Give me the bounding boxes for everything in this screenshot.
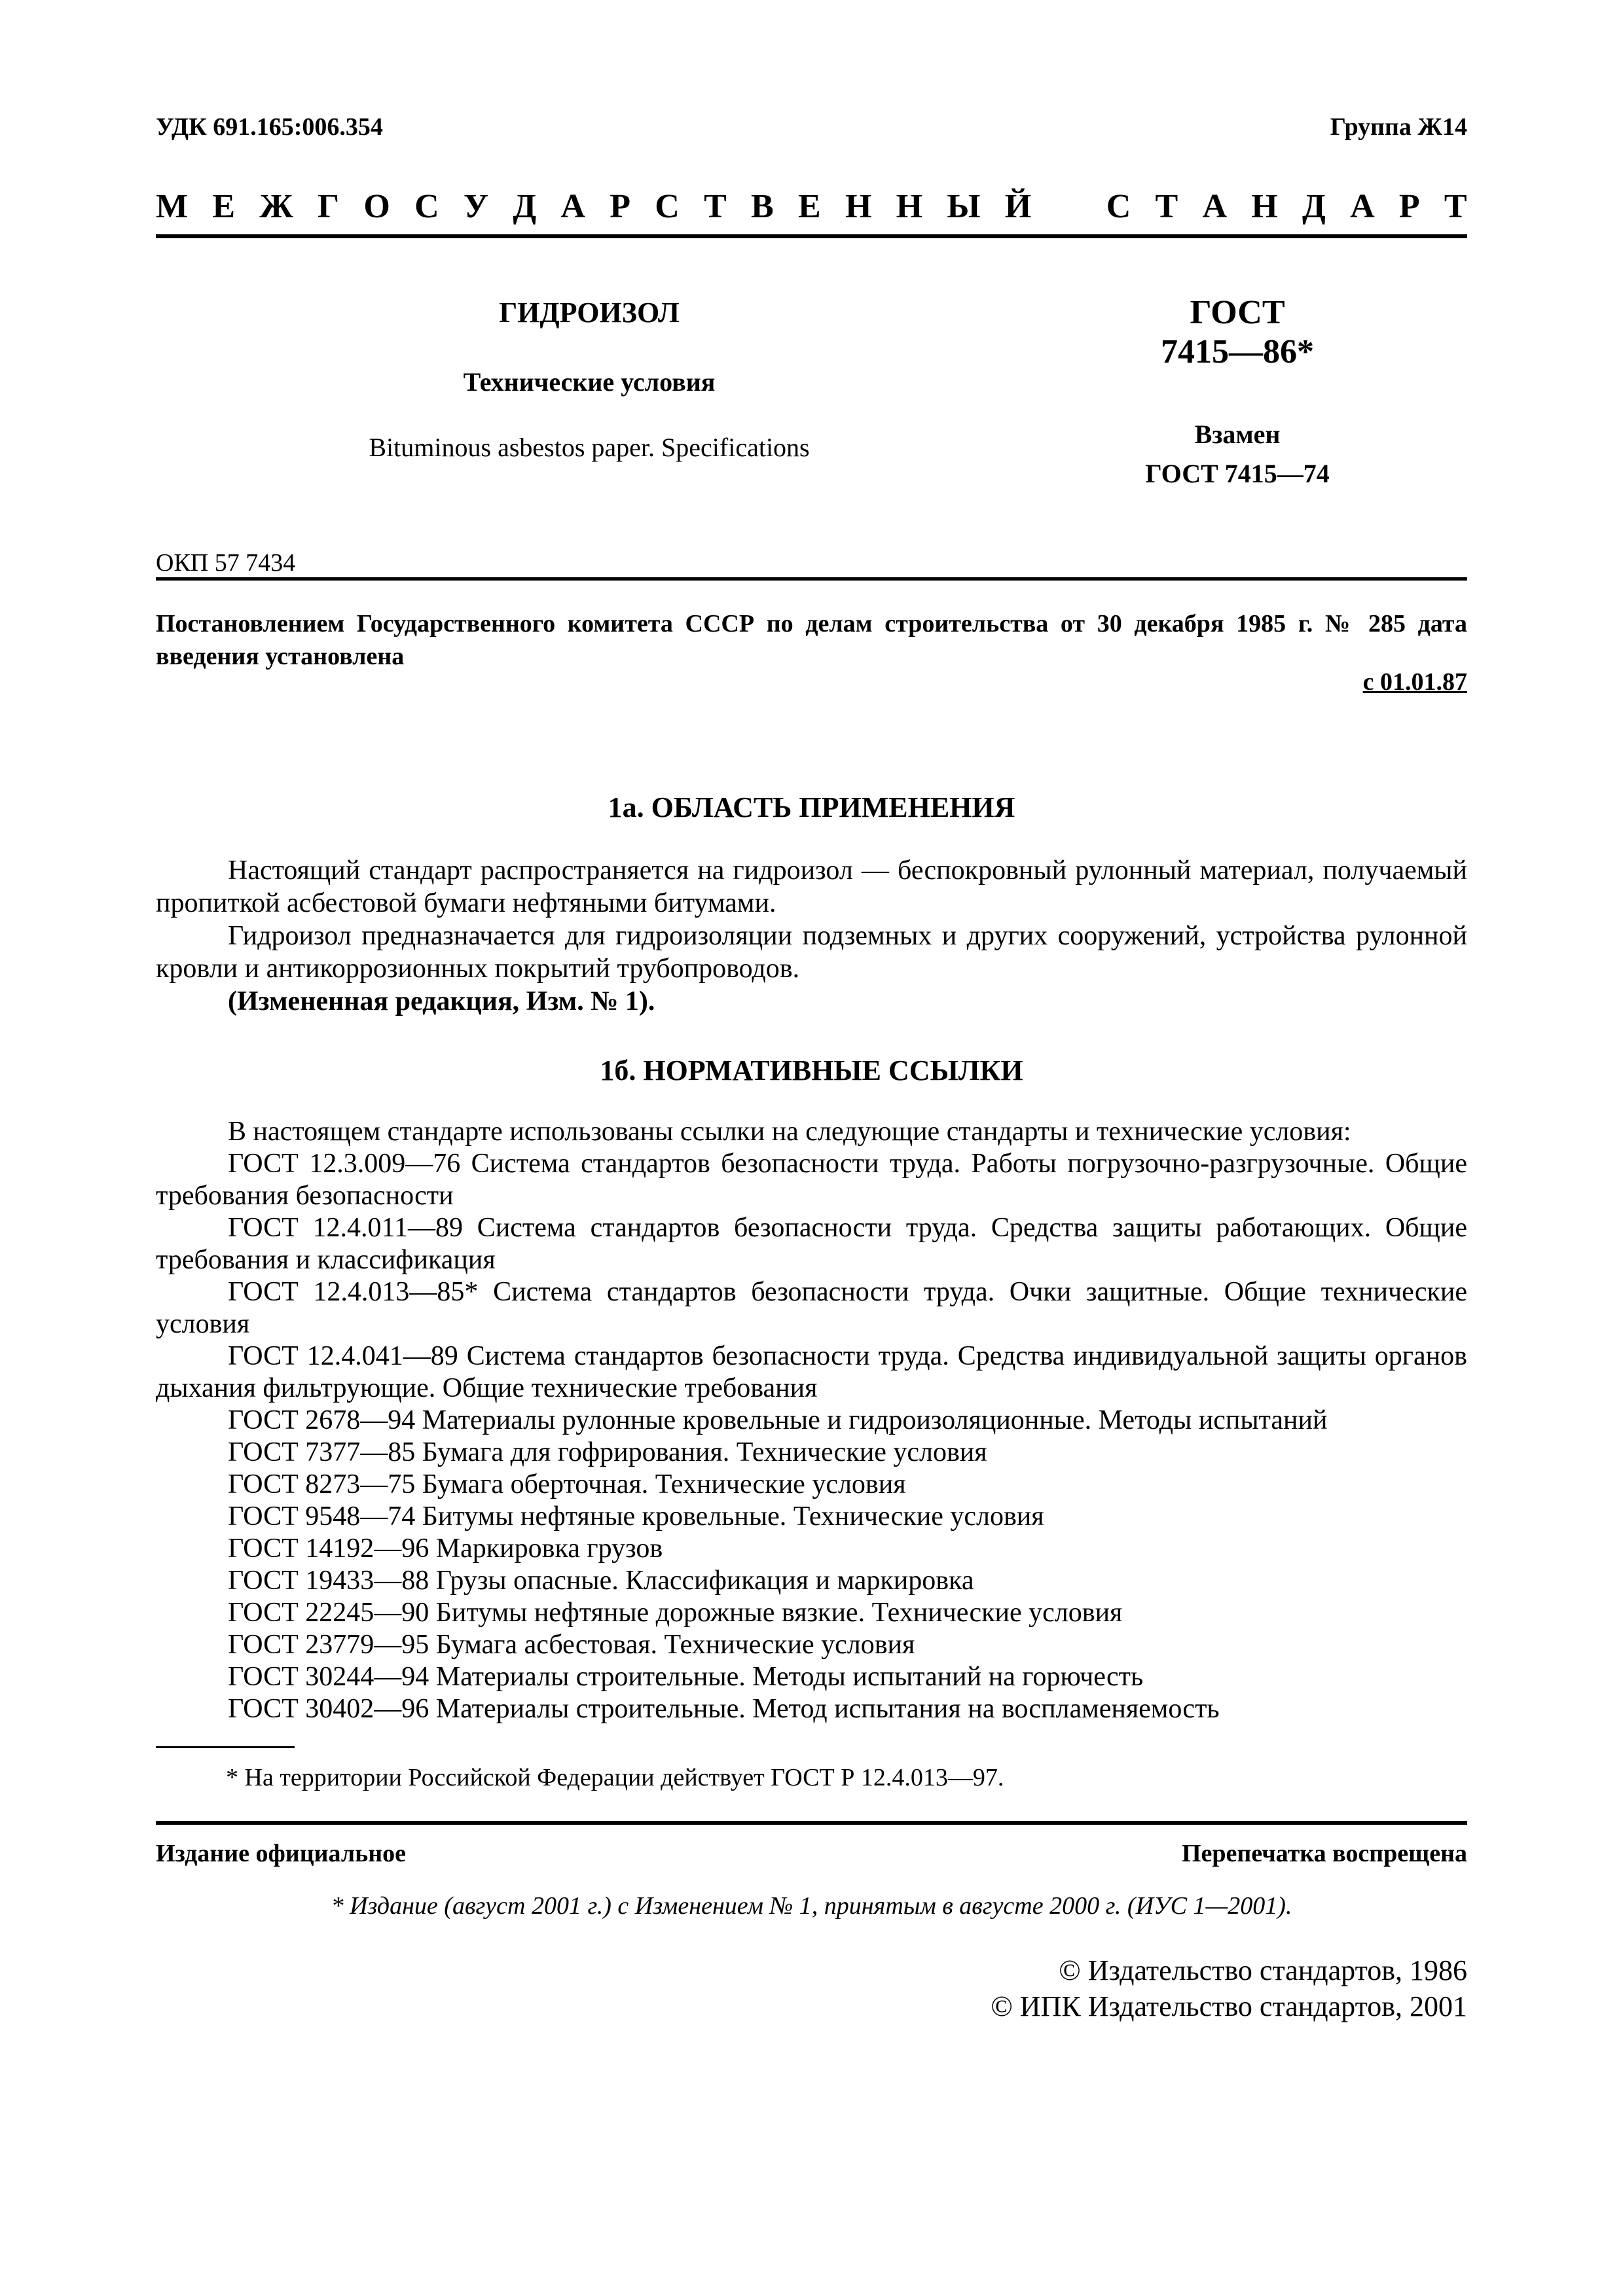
banner-letter: Р <box>1398 188 1420 225</box>
reference-item: ГОСТ 12.4.041—89 Система стандартов безопасности труда. Средства индивидуальной защиты органов дыхания фильтрующие. Общие технические требования <box>156 1341 1467 1403</box>
edition-note: * Издание (август 2001 г.) с Изменением № 1, принятым в августе 2000 г. (ИУС 1—2001). <box>331 1892 1292 1920</box>
document-subtitle: Технические условия <box>463 367 716 397</box>
footnote-rule <box>156 1746 295 1748</box>
section-1a-para1: Настоящий стандарт распространяется на гидроизол — беспокровный рулонный материал, получаемый пропиткой асбестовой бумаги нефтяными битумами. <box>156 855 1467 918</box>
udk-code: УДК 691.165:006.354 <box>156 113 383 141</box>
interstate-standard-banner <box>156 187 1467 226</box>
reference-item: ГОСТ 19433—88 Грузы опасные. Классификация и маркировка <box>228 1566 974 1596</box>
official-edition: Издание официальное <box>156 1840 407 1867</box>
reference-item: ГОСТ 2678—94 Материалы рулонные кровельные и гидроизоляционные. Методы испытаний <box>228 1405 1328 1435</box>
reference-item: ГОСТ 14192—96 Маркировка грузов <box>228 1534 663 1564</box>
reference-item: ГОСТ 30402—96 Материалы строительные. Метод испытания на воспламеняемость <box>228 1694 1220 1724</box>
banner-letter: О <box>363 188 390 225</box>
banner-letter: С <box>1106 188 1131 225</box>
banner-letter: Й <box>1004 188 1032 225</box>
banner-letter: Д <box>1302 188 1326 225</box>
banner-letter: Т <box>1444 188 1467 225</box>
gost-number: 7415—86* <box>1161 333 1314 370</box>
banner-letter: Д <box>513 188 537 225</box>
banner-rule <box>156 234 1467 238</box>
reference-item: ГОСТ 8273—75 Бумага оберточная. Технические условия <box>228 1469 906 1499</box>
banner-letter: Г <box>318 188 340 225</box>
banner-letter: У <box>463 188 489 225</box>
banner-letter: Т <box>704 188 727 225</box>
banner-letter: Ж <box>259 188 293 225</box>
banner-letter: С <box>414 188 439 225</box>
okp-code: ОКП 57 7434 <box>156 549 296 577</box>
reference-item: ГОСТ 22245—90 Битумы нефтяные дорожные вязкие. Технические условия <box>228 1598 1123 1628</box>
banner-letter: Т <box>1155 188 1178 225</box>
english-title: Bituminous asbestos paper. Specifications <box>369 433 810 462</box>
gost-label: ГОСТ <box>1190 294 1285 331</box>
group-code: Группа Ж14 <box>1330 113 1467 141</box>
reference-item: ГОСТ 23779—95 Бумага асбестовая. Технические условия <box>228 1630 915 1660</box>
section-1a-note: (Измененная редакция, Изм. № 1). <box>228 986 655 1016</box>
banner-letter: М <box>156 188 189 225</box>
reference-item: ГОСТ 30244—94 Материалы строительные. Методы испытаний на горючесть <box>228 1662 1144 1692</box>
banner-letter: Н <box>845 188 872 225</box>
copyright-1986: © Издательство стандартов, 1986 <box>1059 1954 1467 1986</box>
footnote: * На территории Российской Федерации действует ГОСТ Р 12.4.013—97. <box>226 1764 1004 1791</box>
reference-item: ГОСТ 12.3.009—76 Система стандартов безопасности труда. Работы погрузочно-разгрузочные. Общие требования безопасности <box>156 1149 1467 1211</box>
decree-text: Постановлением Государственного комитета СССР по делам строительства от 30 декабря 1985 г. № 285 дата введения установлена <box>156 610 1467 670</box>
reference-item: ГОСТ 9548—74 Битумы нефтяные кровельные. Технические условия <box>228 1501 1044 1532</box>
banner-letter: А <box>560 188 585 225</box>
section-1b-heading: 1б. НОРМАТИВНЫЕ ССЫЛКИ <box>600 1054 1023 1086</box>
bottom-rule <box>156 1821 1467 1825</box>
banner-letter: Н <box>1251 188 1278 225</box>
banner-letter: Е <box>212 188 236 225</box>
decree-date: с 01.01.87 <box>1362 668 1467 696</box>
reprint-notice: Перепечатка воспрещена <box>1181 1840 1467 1867</box>
banner-letter: С <box>655 188 680 225</box>
replaces-label: Взамен <box>1194 420 1281 449</box>
okp-rule <box>156 577 1467 581</box>
references-intro: В настоящем стандарте использованы ссылки на следующие стандарты и технические условия: <box>228 1117 1351 1147</box>
banner-letter: Е <box>797 188 821 225</box>
section-1a-para2: Гидроизол предназначается для гидроизоляции подземных и других сооружений, устройства рулонной кровли и антикоррозионных покрытий трубопроводов. <box>156 921 1467 984</box>
banner-letter: В <box>751 188 774 225</box>
banner-letter: Ы <box>947 188 981 225</box>
reference-item: ГОСТ 12.4.013—85* Система стандартов безопасности труда. Очки защитные. Общие технические условия <box>156 1277 1467 1339</box>
replaces-gost: ГОСТ 7415—74 <box>1145 459 1330 488</box>
banner-gap <box>1055 187 1082 226</box>
banner-letter: А <box>1350 188 1375 225</box>
banner-letter: Р <box>610 188 630 225</box>
copyright-2001: © ИПК Издательство стандартов, 2001 <box>991 1990 1467 2022</box>
reference-item: ГОСТ 7377—85 Бумага для гофрирования. Технические условия <box>228 1437 987 1467</box>
references-list <box>156 1116 1467 1725</box>
banner-letter: Н <box>896 188 923 225</box>
section-1a-heading: 1а. ОБЛАСТЬ ПРИМЕНЕНИЯ <box>608 791 1015 823</box>
reference-item: ГОСТ 12.4.011—89 Система стандартов безопасности труда. Средства защиты работающих. Общие требования и классификация <box>156 1213 1467 1275</box>
document-title: ГИДРОИЗОЛ <box>499 296 680 329</box>
banner-letter: А <box>1202 188 1228 225</box>
